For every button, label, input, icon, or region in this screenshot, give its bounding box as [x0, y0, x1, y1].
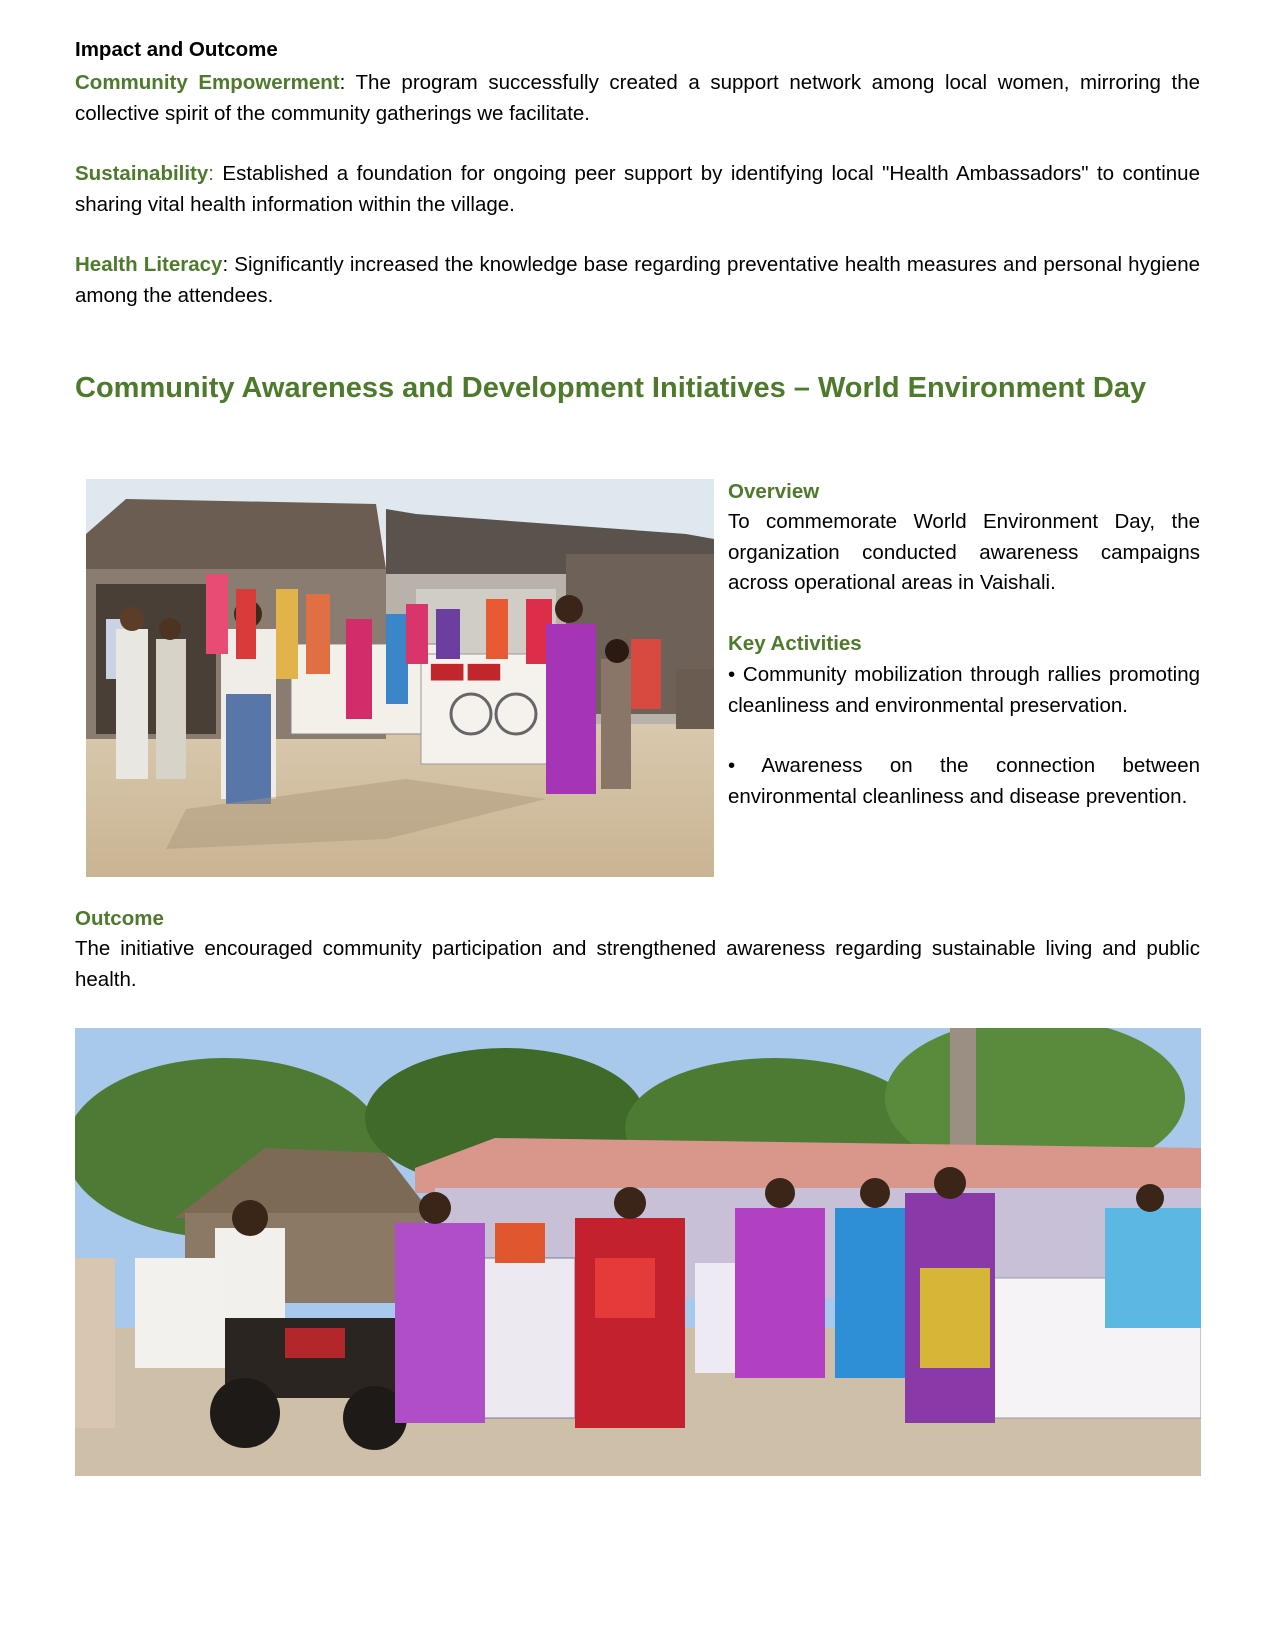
impact-item-community-empowerment: Community Empowerment: The program successfully created a support network among local women, mirroring the collective spirit of the community gatherings we facilitate. [75, 71, 1201, 125]
key-activity-item: • Awareness on the connection between environmental cleanliness and disease prevention. [728, 754, 1200, 808]
outcome-text: The initiative encouraged community participation and strengthened awareness regarding sustainable living and public health. [75, 937, 1200, 991]
impact-item-text: Significantly increased the knowledge base regarding preventative health measures and personal hygiene among the attendees. [75, 253, 1200, 307]
impact-item-label: Health Literacy [75, 253, 223, 276]
impact-item-health-literacy: Health Literacy: Significantly increased the knowledge base regarding preventative health measures and personal hygiene among the attendees. [75, 253, 1200, 307]
impact-item-text: The program successfully created a support network among local women, mirroring the collective spirit of the community gatherings we facilitate. [75, 71, 1201, 125]
impact-item-sustainability: Sustainability: Established a foundation for ongoing peer support by identifying local "Health Ambassadors" to continue sharing vital health information within the village. [75, 162, 1200, 216]
impact-outcome-title: Impact and Outcome [75, 38, 278, 61]
outcome-title: Outcome [75, 907, 164, 930]
key-activity-item: • Community mobilization through rallies promoting cleanliness and environmental preservation. [728, 663, 1200, 717]
rally-photo-village-image [86, 479, 714, 877]
rally-photo-street [75, 1028, 1201, 1476]
overview-title: Overview [728, 480, 820, 503]
impact-item-label: Sustainability [75, 162, 209, 185]
impact-item-text: Established a foundation for ongoing peer support by identifying local "Health Ambassadors" to continue sharing vital health information within the village. [75, 162, 1200, 216]
overview-text: To commemorate World Environment Day, the organization conducted awareness campaigns across operational areas in Vaishali. [728, 510, 1200, 594]
section-heading: Community Awareness and Development Initiatives – World Environment Day [75, 372, 1147, 404]
svg-text:███ ███: ███ ███ [431, 665, 501, 681]
rally-photo-street-image [75, 1028, 1201, 1476]
impact-item-label: Community Empowerment [75, 71, 340, 94]
rally-photo-village [86, 479, 714, 877]
key-activities-title: Key Activities [728, 632, 862, 655]
